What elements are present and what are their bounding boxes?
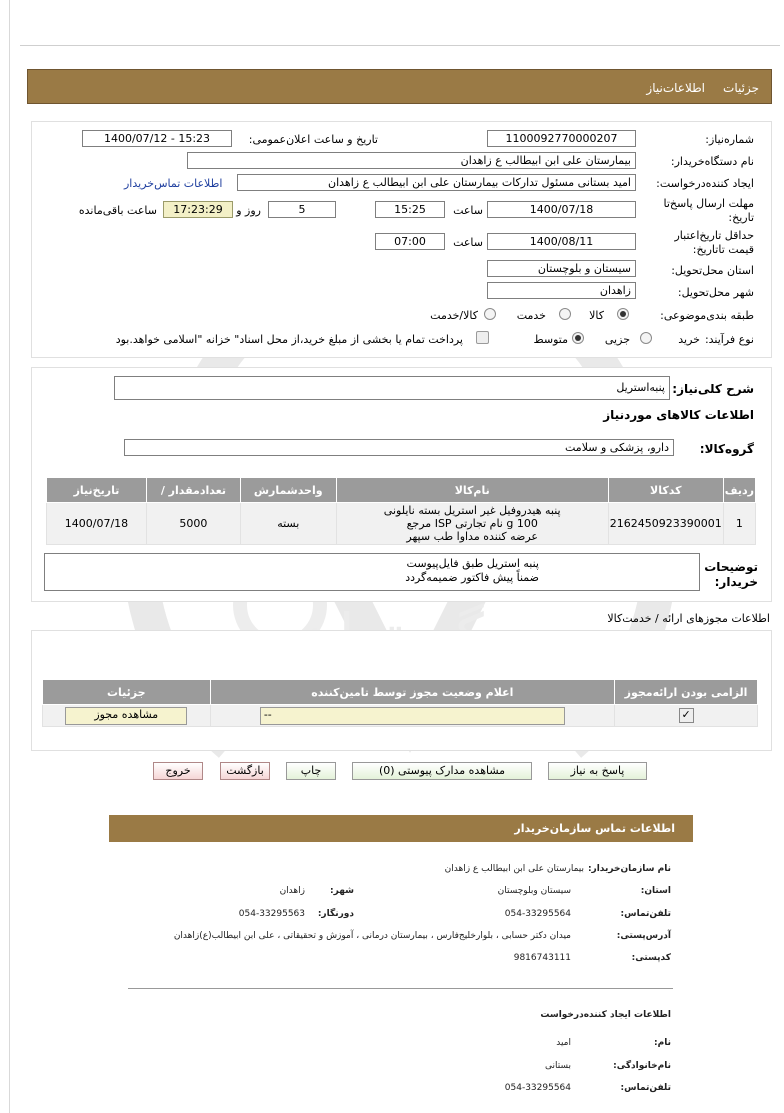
need-number-field: 1100092770000207 (487, 130, 636, 147)
creator-phone-label: تلفن‌تماس: (620, 1083, 671, 1093)
tab-header-bar (27, 69, 772, 104)
top-divider (20, 45, 780, 46)
permit-required-cell (615, 705, 758, 727)
tab-details[interactable]: جزئیات (723, 81, 759, 95)
cell-code: 2162450923390001 (608, 503, 723, 545)
remaining-time: 17:23:29 (163, 201, 233, 218)
announce-label: تاریخ و ساعت اعلان‌عمومی: (248, 133, 378, 146)
creator-field: امید بستانی مسئول تدارکات بیمارستان علی ابن ابیطالب ع زاهدان (237, 174, 636, 191)
goods-info-title: اطلاعات کالاهای موردنیاز (603, 408, 754, 422)
contact-postal-value: 9816743111 (513, 953, 571, 963)
contact-fax-label: دورنگار: (317, 909, 354, 919)
org-label: نام سازمان‌خریدار: (587, 864, 671, 874)
table-row (47, 503, 756, 545)
buyer-notes-line-2: ضمناً پیش فاکتور ضمیمه‌گردد (405, 571, 539, 584)
col-name: نام‌کالا (336, 478, 608, 503)
validity-time-field: 07:00 (375, 233, 445, 250)
col-row: ردیف (723, 478, 755, 503)
remaining-label: ساعت باقی‌مانده (78, 204, 157, 217)
table-row (43, 705, 758, 727)
org-value: بیمارستان علی ابن ابیطالب ع زاهدان (444, 864, 584, 874)
process-label: نوع فرآیند: (704, 333, 754, 346)
payment-note: پرداخت تمام یا بخشی از مبلغ خرید،از محل اسناد" خزانه "اسلامی خواهد.بود (115, 333, 463, 346)
permit-status-cell (210, 705, 615, 727)
goods-group-field: دارو، پزشکی و سلامت (124, 439, 674, 456)
col-unit: واحدشمارش (240, 478, 336, 503)
validity-label: حداقل تاریخ‌اعتبار قیمت تا‌تاریخ: (674, 229, 754, 256)
col-permit-required: الزامی بودن ارائه‌مجوز (615, 680, 758, 705)
need-number-label: شماره‌نیاز: (705, 133, 754, 146)
category-goods-radio[interactable] (617, 308, 629, 320)
cell-qty: 5000 (146, 503, 240, 545)
contact-city-label: شهر: (330, 886, 354, 896)
permit-details-cell (43, 705, 211, 727)
permit-required-checkbox[interactable]: ✓ (679, 708, 694, 723)
creator-info-title: اطلاعات ایجاد کننده‌درخواست (540, 1010, 671, 1020)
permit-status-field[interactable]: -- (260, 707, 565, 725)
cell-name-line-1: پنبه هیدروفیل غیر استریل بسته نایلونی (383, 504, 561, 517)
deadline-label: مهلت ارسال پاسخ‌تا تاریخ: (663, 197, 754, 224)
cell-name-line-2: 100 g نام تجارتی ISP مرجع (406, 517, 538, 530)
contact-province-value: سیستان وبلوچستان (497, 886, 571, 896)
creator-name-value: امید (556, 1038, 571, 1048)
validity-date-field: 1400/08/11 (487, 233, 636, 250)
summary-label: شرح کلی‌نیاز: (672, 382, 754, 396)
contact-header (109, 815, 693, 842)
contact-phone-value: 054-33295564 (504, 909, 571, 919)
attachments-button[interactable]: مشاهده مدارک پیوستی (0) (352, 762, 532, 780)
print-button[interactable]: چاپ (286, 762, 336, 780)
items-table (46, 477, 756, 545)
process-buy-label: خرید (678, 333, 700, 346)
contact-phone-label: تلفن‌تماس: (620, 909, 671, 919)
goods-group-label: گروه‌کالا: (699, 442, 754, 456)
category-service-radio[interactable] (559, 308, 571, 320)
contact-city-value: زاهدان (279, 886, 305, 896)
deadline-time-field: 15:25 (375, 201, 445, 218)
category-goods-label: کالا (589, 309, 604, 322)
reply-button[interactable]: پاسخ به نیاز (548, 762, 647, 780)
contact-divider (128, 988, 673, 989)
permits-table (42, 679, 758, 727)
province-label: استان محل‌تحویل: (671, 264, 754, 277)
days-field: 5 (268, 201, 336, 218)
cell-row: 1 (723, 503, 755, 545)
province-field: سیستان و بلوچستان (487, 260, 636, 277)
col-permit-status: اعلام وضعیت مجوز توسط تامین‌کننده (210, 680, 615, 705)
category-label: طبقه بندی‌موضوعی: (660, 309, 754, 322)
creator-family-label: نام‌خانوادگی: (613, 1061, 671, 1071)
deadline-hour-label: ساعت (453, 204, 483, 217)
creator-phone-value: 054-33295564 (504, 1083, 571, 1093)
city-field: زاهدان (487, 282, 636, 299)
size-medium-label: متوسط (533, 333, 568, 346)
buyer-contact-link[interactable]: اطلاعات تماس‌خریدار (124, 177, 223, 190)
permits-title: اطلاعات مجوزهای ارائه / خدمت‌کالا (607, 612, 770, 625)
summary-field: پنبه‌استریل (114, 376, 670, 400)
creator-family-value: بستانی (545, 1061, 571, 1071)
validity-hour-label: ساعت (453, 236, 483, 249)
buyer-field: بیمارستان علی ابن ابیطالب ع زاهدان (187, 152, 636, 169)
creator-label: ایجاد کننده‌درخواست: (656, 177, 754, 190)
cell-unit: بسته (240, 503, 336, 545)
size-minor-radio[interactable] (640, 332, 652, 344)
category-both-label: کالا/خدمت (430, 309, 478, 322)
deadline-date-field: 1400/07/18 (487, 201, 636, 218)
exit-button[interactable]: خروج (153, 762, 203, 780)
contact-header-title: اطلاعات تماس سازمان‌خریدار (514, 822, 675, 835)
col-permit-details: جزئیات (43, 680, 211, 705)
col-code: کدکالا (608, 478, 723, 503)
creator-name-label: نام: (654, 1038, 671, 1048)
cell-date: 1400/07/18 (47, 503, 147, 545)
left-border-line (9, 0, 10, 1113)
tab-need-info[interactable]: اطلاعات‌نیاز (646, 81, 705, 95)
contact-province-label: استان: (640, 886, 671, 896)
contact-postal-label: کدپستی: (631, 953, 671, 963)
announce-field: 1400/07/12 - 15:23 (82, 130, 232, 147)
cell-name (336, 503, 608, 545)
size-minor-label: جزیی (604, 333, 630, 346)
cell-name-line-3: عرضه کننده مداوا طب سپهر (406, 530, 538, 543)
view-permit-button[interactable]: مشاهده مجوز (65, 707, 187, 725)
buyer-notes-box (44, 553, 700, 591)
buyer-notes-line-1: پنبه استریل طبق فایل‌پیوست (406, 557, 539, 570)
city-label: شهر محل‌تحویل: (677, 286, 754, 299)
back-button[interactable]: بازگشت (220, 762, 270, 780)
buyer-label: نام دستگاه‌خریدار: (670, 155, 754, 168)
size-medium-radio[interactable] (572, 332, 584, 344)
col-qty: تعدادمقدار / (146, 478, 240, 503)
treasury-payment-checkbox[interactable] (476, 331, 489, 344)
col-date: تاریخ‌نیاز (47, 478, 147, 503)
contact-address-label: آدرس‌پستی: (616, 931, 671, 941)
contact-address-value: میدان دکتر حسابی ، بلوارخلیج‌فارس ، بیمارستان درمانی ، آموزش و تحقیقاتی ، علی ابن ابیطالب(ع)زاهدان (173, 931, 571, 941)
category-service-label: خدمت (516, 309, 546, 322)
days-label: روز و (236, 204, 261, 217)
category-both-radio[interactable] (484, 308, 496, 320)
buyer-notes-label: توضیحات خریدار: (704, 560, 758, 589)
contact-fax-value: 054-33295563 (238, 909, 305, 919)
